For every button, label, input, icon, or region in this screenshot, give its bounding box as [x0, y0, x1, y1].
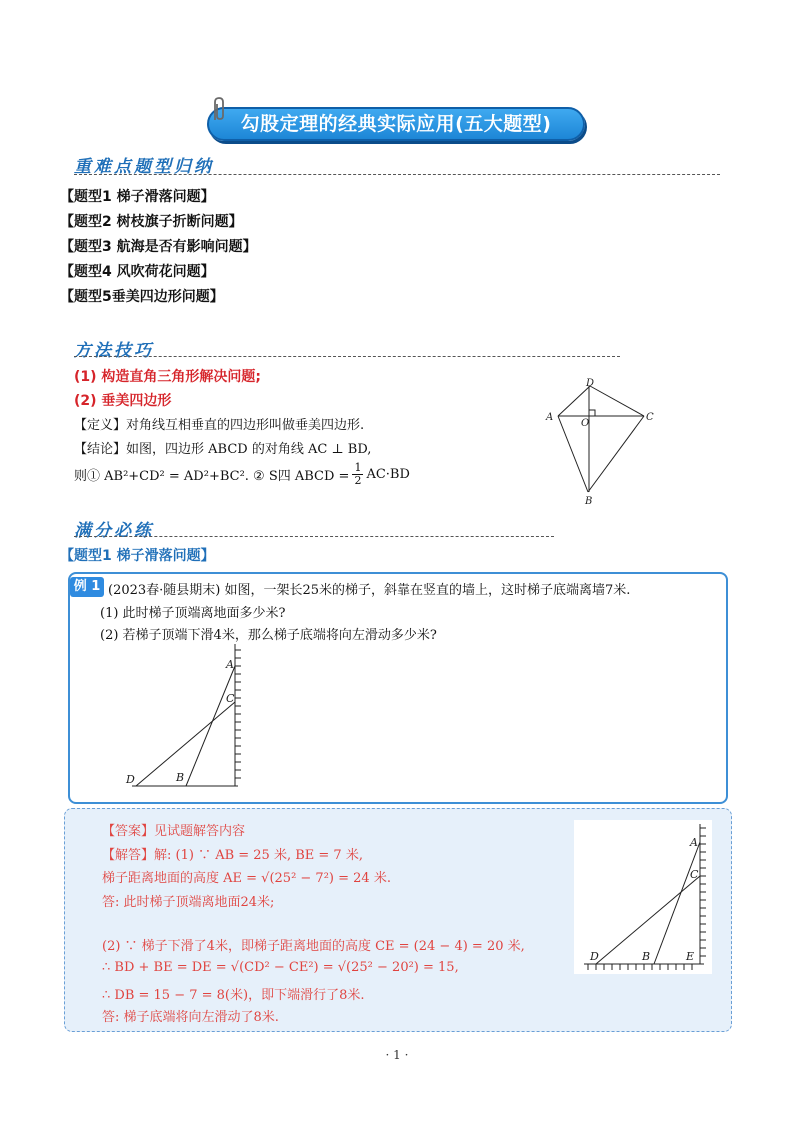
practice-type-heading: 【题型1 梯子滑落问题】 [60, 548, 215, 564]
page-title: 勾股定理的经典实际应用(五大题型) [207, 107, 585, 141]
solution-line: 梯子距离地面的高度 AE = √(25² − 7²) = 24 米. [102, 871, 391, 886]
section-heading-methods: 方法技巧 [74, 341, 154, 361]
formula-line [74, 462, 410, 487]
solution-line: (2) ∵ 梯子下滑了4米，即梯子距离地面的高度 CE = (24 − 4) = 20 米, [102, 939, 525, 954]
page-number: · 1 · [385, 1048, 409, 1062]
example-stem: (2023春·随县期末) 如图，一架长25米的梯子，斜靠在竖直的墙上，这时梯子底端离墙7米. [108, 583, 631, 598]
kite-label-d: D [586, 378, 595, 389]
section-heading-practice: 满分必练 [74, 521, 154, 541]
kite-diagram [540, 378, 670, 508]
fig1-label-d: D [126, 773, 135, 786]
kite-edge [588, 416, 644, 492]
kite-edge [590, 386, 644, 416]
right-angle-mark [589, 410, 595, 416]
section-divider [74, 174, 720, 175]
section-heading-key-types: 重难点题型归纳 [74, 157, 214, 177]
type-list-item: 【题型4 风吹荷花问题】 [60, 264, 215, 280]
example-question-2: (2) 若梯子顶端下滑4米，那么梯子底端将向左滑动多少米? [100, 628, 437, 643]
type-list-item: 【题型5垂美四边形问题】 [60, 289, 224, 305]
fig1-label-c: C [226, 692, 235, 705]
formula-suffix: AC·BD [366, 467, 410, 482]
conclusion-text: 【结论】如图，四边形 ABCD 的对角线 AC ⊥ BD, [74, 442, 372, 457]
fig2-label-d: D [590, 950, 599, 963]
example-question-1: (1) 此时梯子顶端离地面多少米? [100, 606, 286, 621]
solution-line: ∴ DB = 15 − 7 = 8(米)，即下端滑行了8米. [102, 988, 365, 1003]
section-divider [74, 356, 620, 357]
wall-hatching [235, 650, 241, 778]
fig1-label-a: A [226, 658, 234, 671]
fraction-denominator: 2 [354, 474, 362, 487]
ladder-cd [136, 702, 235, 786]
type-list-item: 【题型3 航海是否有影响问题】 [60, 239, 257, 255]
section-divider [74, 536, 554, 537]
type-list-item: 【题型1 梯子滑落问题】 [60, 189, 215, 205]
fig2-label-e: E [686, 950, 695, 963]
ladder-figure-1 [118, 640, 258, 790]
definition-text: 【定义】对角线互相垂直的四边形叫做垂美四边形. [74, 418, 365, 433]
fig2-label-a: A [690, 836, 698, 849]
example-tag: 例 1 [70, 577, 104, 597]
method-point-1: (1) 构造直角三角形解决问题; [74, 369, 262, 385]
fraction [352, 462, 363, 487]
fraction-numerator: 1 [354, 461, 362, 474]
kite-label-c: C [646, 412, 654, 423]
type-list-item: 【题型2 树枝旗子折断问题】 [60, 214, 243, 230]
formula-prefix: 则① AB²+CD² = AD²+BC². ② S四 ABCD = [74, 469, 350, 484]
fig2-label-b: B [642, 950, 651, 963]
fig2-label-c: C [690, 868, 699, 881]
solution-line: ∴ BD + BE = DE = √(CD² − CE²) = √(25² − 20²) = 15, [102, 960, 459, 975]
solution-line: 答: 梯子底端将向左滑动了8米. [102, 1010, 279, 1025]
method-point-2: (2) 垂美四边形 [74, 393, 172, 409]
fig1-label-b: B [176, 771, 185, 784]
solution-line: 答: 此时梯子顶端离地面24米; [102, 895, 275, 910]
kite-label-a: A [546, 412, 554, 423]
ladder-ab [186, 666, 235, 786]
kite-edge [558, 386, 590, 416]
kite-label-b: B [585, 496, 593, 507]
paperclip-icon [209, 96, 229, 122]
ladder-figure-2 [574, 820, 712, 974]
solution-line: 【解答】解: (1) ∵ AB = 25 米, BE = 7 米, [102, 848, 363, 863]
kite-label-o: O [581, 418, 590, 429]
answer-line: 【答案】见试题解答内容 [102, 824, 246, 839]
